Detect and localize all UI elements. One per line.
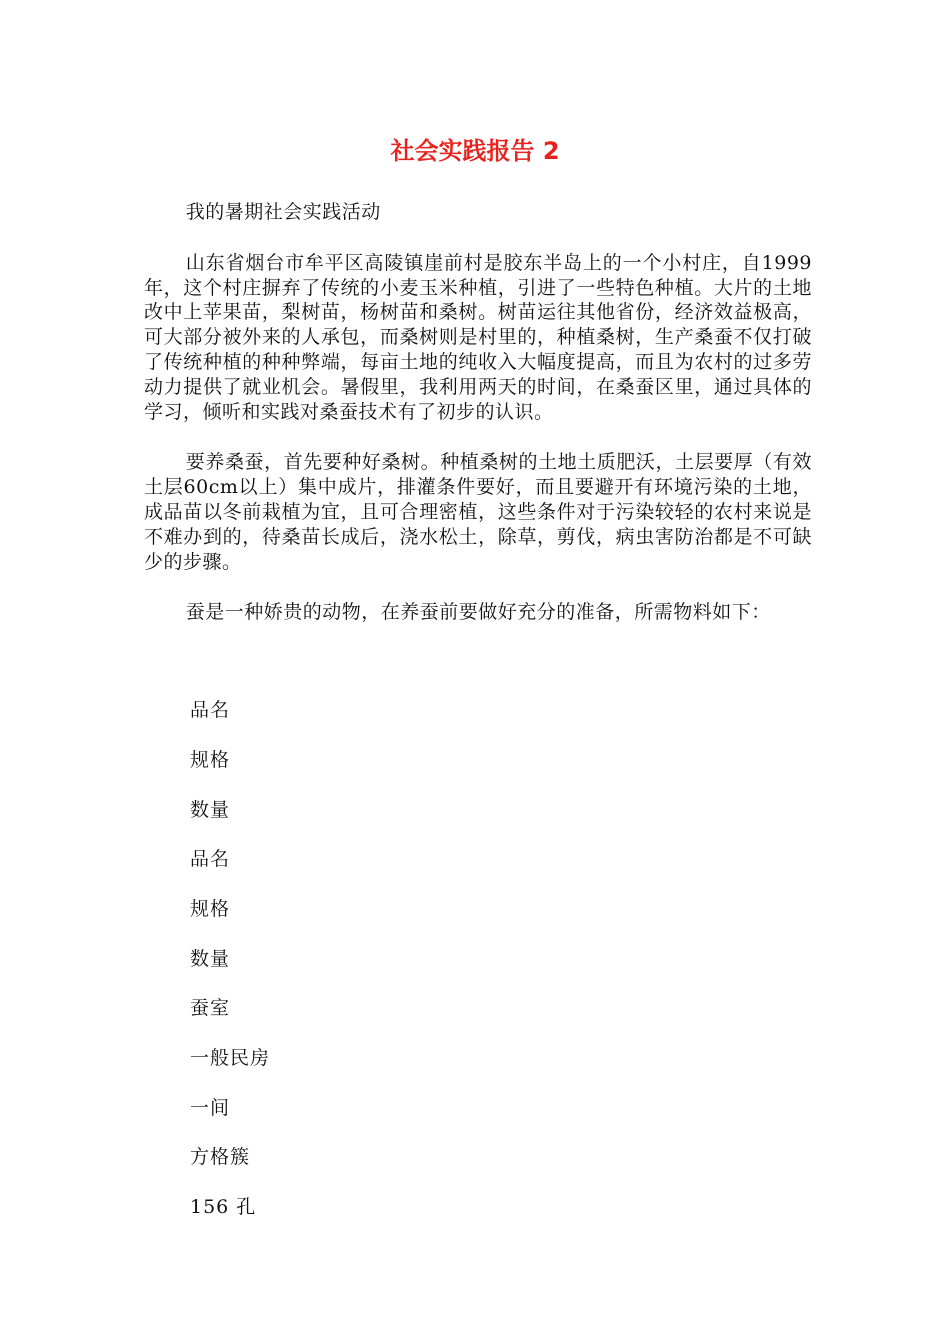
document-body [144,200,812,625]
list-item: 规格 [190,898,231,920]
list-item: 规格 [190,749,231,771]
subtitle-paragraph: 我的暑期社会实践活动 [185,201,381,223]
document-title: 社会实践报告 2 [390,137,560,165]
paragraph-2: 要养桑蚕，首先要种好桑树。种植桑树的土地土质肥沃，土层要厚（有效土层60cm以上）集中成片，排灌条件要好，而且要避开有环境污染的土地，成品苗以冬前栽植为宜，且可合理密植，这些条件对于污染较轻的农村来说是不难办到的，待桑苗长成后，浇水松土，除草，剪伐，病虫害防治都是不可缺少的步骤。 [144,451,812,573]
list-item: 一间 [190,1097,231,1119]
list-item: 一般民房 [190,1047,271,1069]
list-item: 数量 [190,948,231,970]
list-item: 品名 [190,699,231,721]
paragraph-1: 山东省烟台市牟平区高陵镇崖前村是胶东半岛上的一个小村庄，自1999年，这个村庄摒弃了传统的小麦玉米种植，引进了一些特色种植。大片的土地改中上苹果苗，梨树苗，杨树苗和桑树。树苗运往其他省份，经济效益极高，可大部分被外来的人承包，而桑树则是村里的，种植桑树，生产桑蚕不仅打破了传统种植的种种弊端，每亩土地的纯收入大幅度提高，而且为农村的过多劳动力提供了就业机会。暑假里，我利用两天的时间，在桑蚕区里，通过具体的学习，倾听和实践对桑蚕技术有了初步的认识。 [144,251,812,423]
list-item: 方格簇 [190,1146,251,1168]
list-item: 品名 [190,848,231,870]
list-item: 数量 [190,799,231,821]
list-item: 蚕室 [190,997,231,1019]
list-item: 156 孔 [190,1196,257,1218]
paragraph-3: 蚕是一种娇贵的动物，在养蚕前要做好充分的准备，所需物料如下： [185,601,771,624]
